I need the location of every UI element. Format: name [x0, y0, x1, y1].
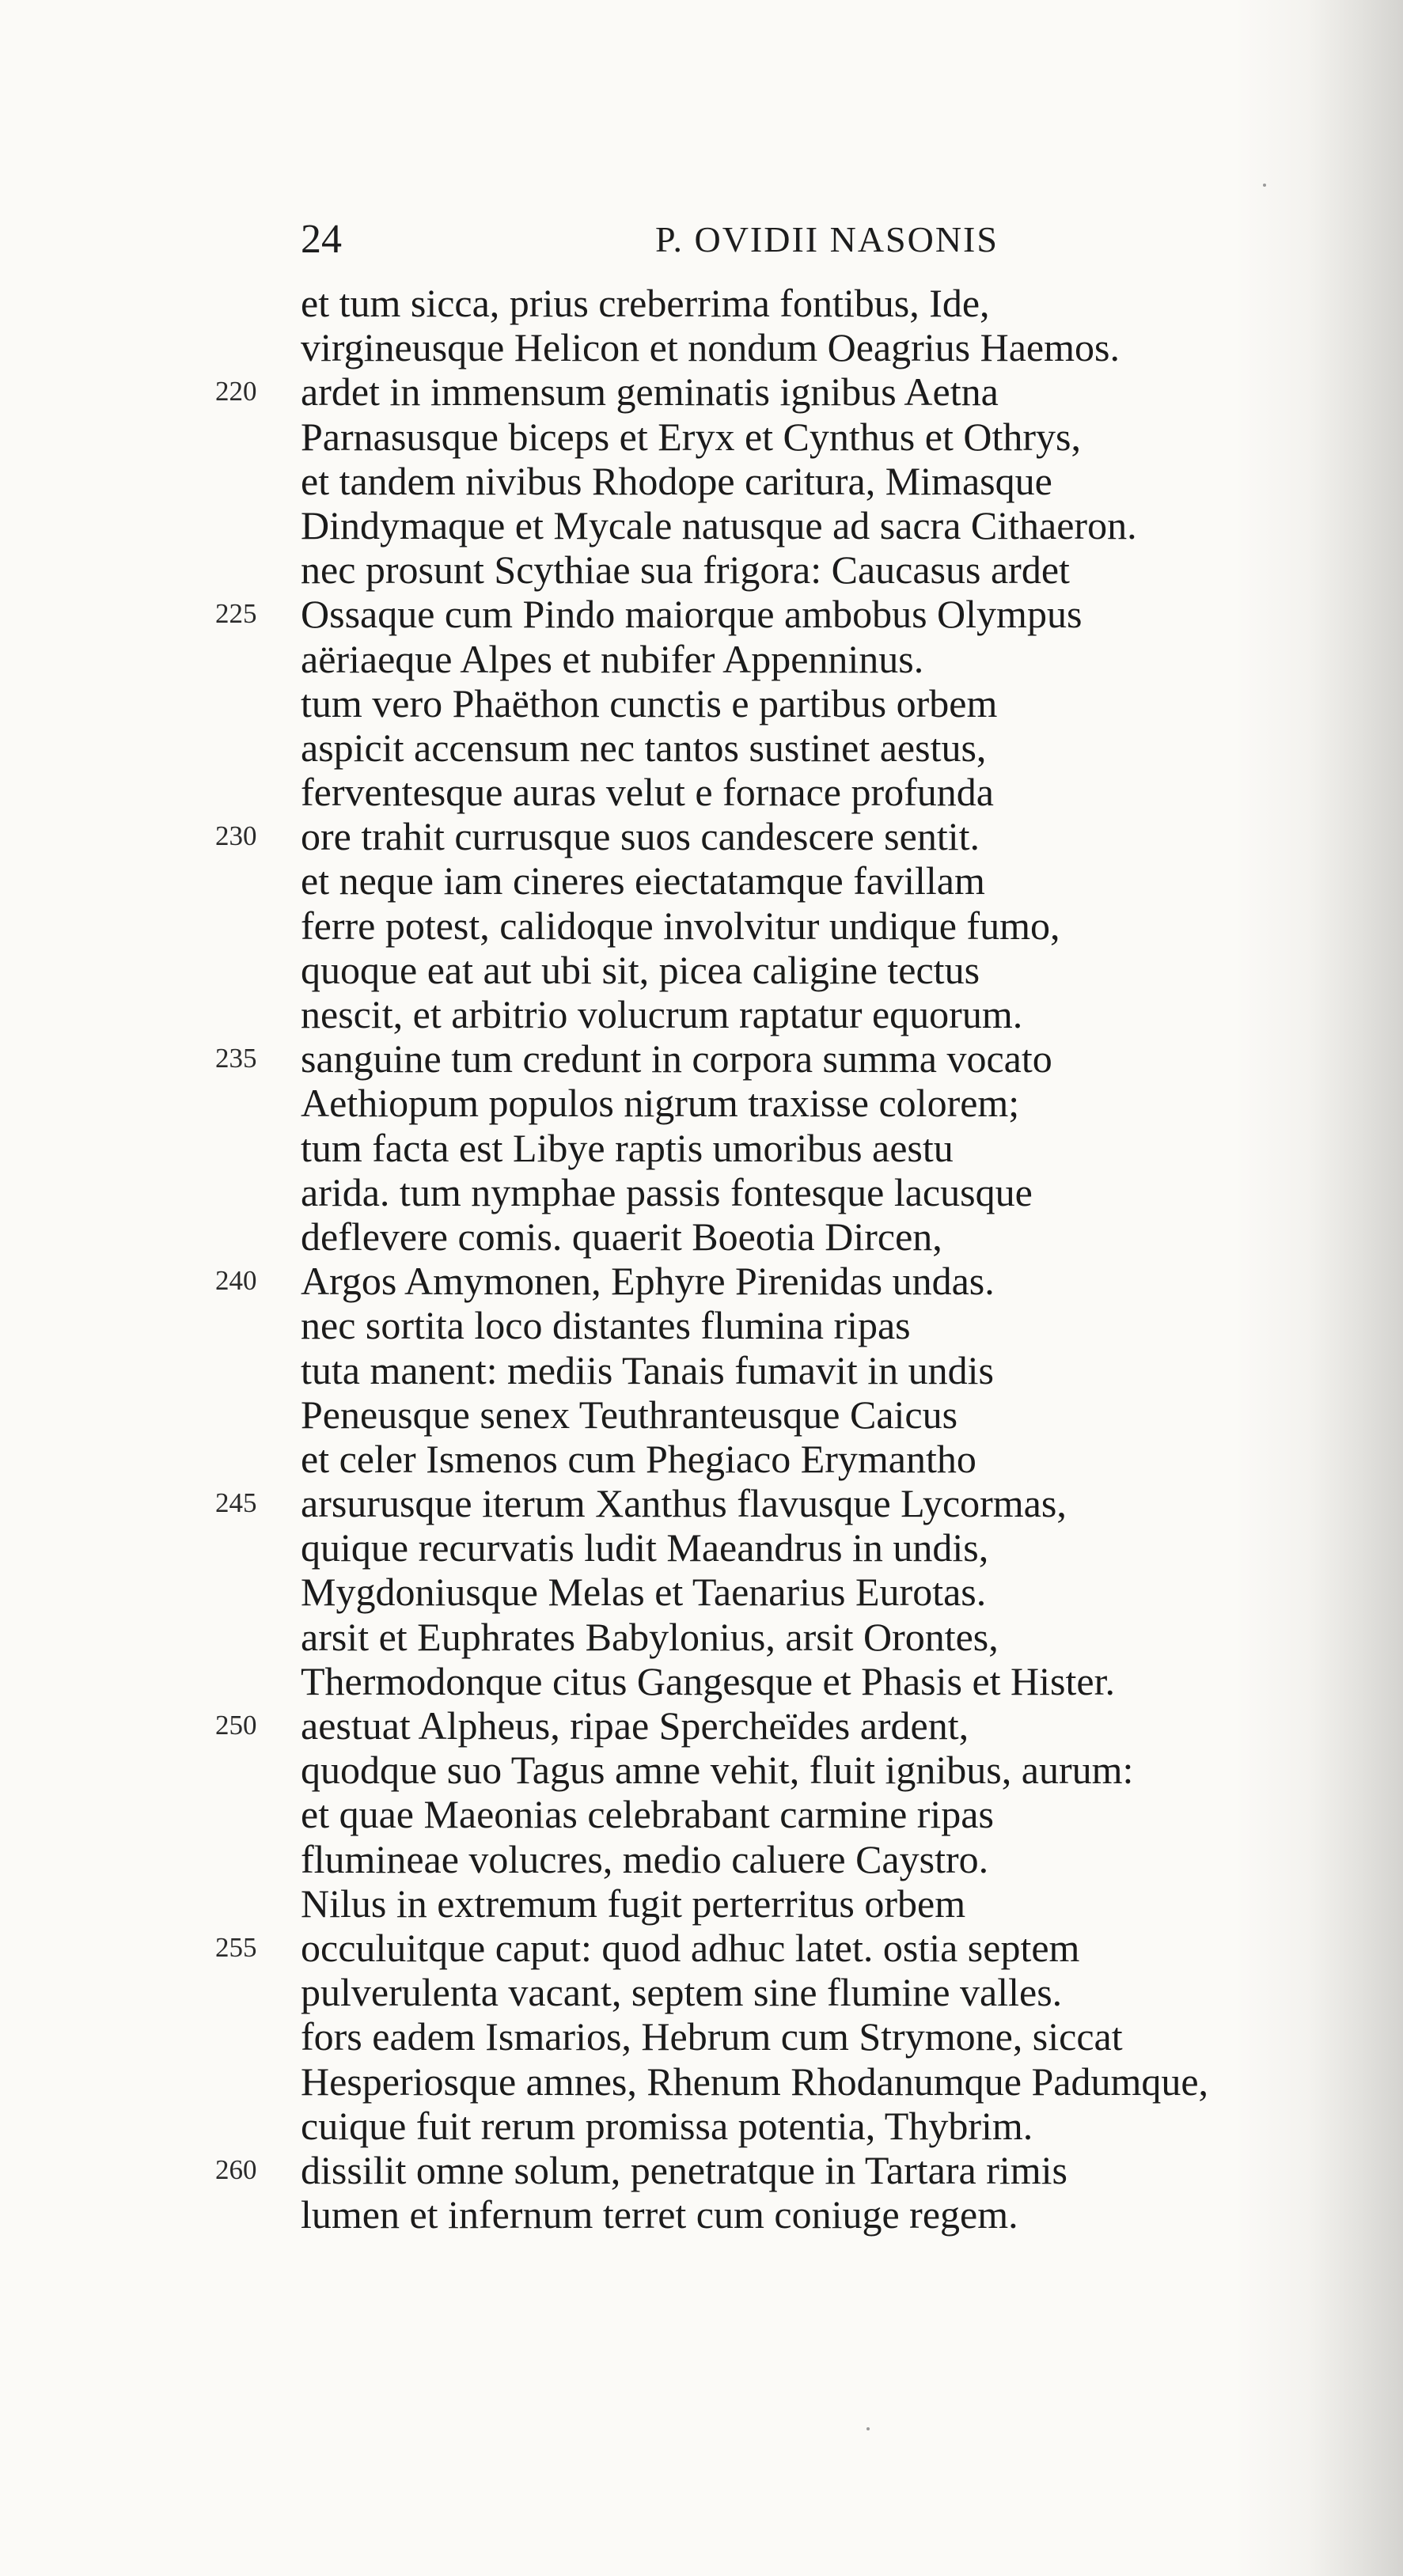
- line-text: arsurusque iterum Xanthus flavusque Lycormas,: [301, 1481, 1067, 1526]
- verse-line: [0, 547, 1403, 592]
- line-number: 220: [215, 376, 257, 407]
- line-text: fors eadem Ismarios, Hebrum cum Strymone, siccat: [301, 2014, 1123, 2059]
- verse-line: [0, 1837, 1403, 1881]
- line-text: et quae Maeonias celebrabant carmine ripas: [301, 1792, 994, 1837]
- line-text: et tandem nivibus Rhodope caritura, Mimasque: [301, 458, 1052, 503]
- line-text: dissilit omne solum, penetratque in Tartara rimis: [301, 2147, 1067, 2192]
- line-text: et celer Ismenos cum Phegiaco Erymantho: [301, 1436, 976, 1481]
- verse-line: [0, 1926, 1403, 1970]
- line-number: 260: [215, 2154, 257, 2185]
- verse-line: [0, 369, 1403, 414]
- line-number: 230: [215, 820, 257, 852]
- verse-line: [0, 1214, 1403, 1259]
- verse-line: [0, 503, 1403, 547]
- line-text: cuique fuit rerum promissa potentia, Thybrim.: [301, 2103, 1033, 2148]
- verse-line: [0, 1259, 1403, 1303]
- line-text: ferre potest, calidoque involvitur undique fumo,: [301, 903, 1060, 948]
- verse-line: [0, 1303, 1403, 1347]
- line-text: tum vero Phaëthon cunctis e partibus orbem: [301, 680, 998, 725]
- page-number: 24: [301, 217, 342, 262]
- verse-line: [0, 814, 1403, 858]
- verse-line: [0, 1036, 1403, 1081]
- line-text: Parnasusque biceps et Eryx et Cynthus et Othrys,: [301, 414, 1081, 459]
- line-text: sanguine tum credunt in corpora summa vocato: [301, 1036, 1052, 1082]
- verse-line: [0, 1615, 1403, 1659]
- line-number: 240: [215, 1265, 257, 1297]
- verse-line: [0, 2059, 1403, 2104]
- verse-line: [0, 948, 1403, 992]
- verse-line: [0, 1348, 1403, 1392]
- line-text: virgineusque Helicon et nondum Oeagrius Haemos.: [301, 325, 1120, 370]
- line-text: ore trahit currusque suos candescere sentit.: [301, 814, 980, 859]
- verse-line: [0, 1881, 1403, 1926]
- verse-line: [0, 1748, 1403, 1792]
- ink-speck: [866, 2427, 870, 2430]
- line-text: Mygdoniusque Melas et Taenarius Eurotas.: [301, 1570, 987, 1615]
- verse-line: [0, 1081, 1403, 1125]
- verse-line: [0, 2148, 1403, 2192]
- line-number: 250: [215, 1710, 257, 1741]
- line-number: 245: [215, 1487, 257, 1519]
- verse-line: [0, 281, 1403, 325]
- verse-line: [0, 415, 1403, 459]
- line-number: 225: [215, 598, 257, 630]
- line-text: Thermodonque citus Gangesque et Phasis et Hister.: [301, 1658, 1115, 1703]
- verse-line: [0, 725, 1403, 770]
- line-text: nec prosunt Scythiae sua frigora: Caucasus ardet: [301, 547, 1070, 593]
- line-text: quique recurvatis ludit Maeandrus in undis,: [301, 1525, 989, 1570]
- line-text: Argos Amymonen, Ephyre Pirenidas undas.: [301, 1259, 995, 1304]
- verse-line: [0, 1970, 1403, 2014]
- line-text: aëriaeque Alpes et nubifer Appenninus.: [301, 636, 924, 681]
- line-text: arsit et Euphrates Babylonius, arsit Orontes,: [301, 1614, 999, 1659]
- line-text: aestuat Alpheus, ripae Spercheïdes ardent,: [301, 1703, 969, 1748]
- verse-line: [0, 592, 1403, 636]
- verse-line: [0, 459, 1403, 503]
- line-text: Hesperiosque amnes, Rhenum Rhodanumque Padumque,: [301, 2059, 1209, 2104]
- line-text: lumen et infernum terret cum coniuge regem.: [301, 2192, 1018, 2237]
- verse-line: [0, 1437, 1403, 1481]
- page-header: [301, 212, 1403, 267]
- line-text: deflevere comis. quaerit Boeotia Dircen,: [301, 1214, 942, 1259]
- verse-line: [0, 1659, 1403, 1703]
- line-text: nescit, et arbitrio volucrum raptatur equorum.: [301, 992, 1023, 1036]
- verse-line: [0, 1170, 1403, 1214]
- line-text: aspicit accensum nec tantos sustinet aestus,: [301, 725, 987, 770]
- verse-line: [0, 858, 1403, 903]
- verse-line: [0, 2104, 1403, 2148]
- verse-line: [0, 325, 1403, 369]
- line-text: Dindymaque et Mycale natusque ad sacra Cithaeron.: [301, 502, 1137, 547]
- line-text: Ossaque cum Pindo maiorque ambobus Olympus: [301, 592, 1083, 637]
- verse-line: [0, 1703, 1403, 1748]
- verse-line: [0, 903, 1403, 948]
- line-text: arida. tum nymphae passis fontesque lacusque: [301, 1169, 1033, 1214]
- line-text: flumineae volucres, medio caluere Caystro.: [301, 1836, 989, 1881]
- line-text: ardet in immensum geminatis ignibus Aetna: [301, 369, 999, 415]
- verse-line: [0, 1481, 1403, 1525]
- line-text: quodque suo Tagus amne vehit, fluit ignibus, aurum:: [301, 1748, 1134, 1793]
- line-text: et neque iam cineres eiectatamque favillam: [301, 858, 985, 903]
- ink-speck: [1263, 184, 1266, 187]
- verse-line: [0, 992, 1403, 1036]
- line-text: Peneusque senex Teuthranteusque Caicus: [301, 1392, 958, 1437]
- running-head: P. OVIDII NASONIS: [655, 219, 999, 259]
- verse-line: [0, 2014, 1403, 2059]
- line-text: quoque eat aut ubi sit, picea caligine tectus: [301, 947, 980, 992]
- verse-line: [0, 1792, 1403, 1836]
- line-text: Nilus in extremum fugit perterritus orbem: [301, 1881, 966, 1926]
- line-text: Aethiopum populos nigrum traxisse colorem;: [301, 1081, 1020, 1126]
- line-number: 255: [215, 1931, 257, 1963]
- line-number: 235: [215, 1043, 257, 1074]
- verse-line: [0, 770, 1403, 814]
- line-text: et tum sicca, prius creberrima fontibus, Ide,: [301, 281, 990, 325]
- line-text: ferventesque auras velut e fornace profunda: [301, 770, 994, 815]
- verse-line: [0, 637, 1403, 681]
- verse-line: [0, 681, 1403, 725]
- verse-line: [0, 2192, 1403, 2237]
- verse-line: [0, 1392, 1403, 1437]
- line-text: pulverulenta vacant, septem sine flumine valles.: [301, 1970, 1063, 2015]
- verse-block: [0, 281, 1403, 2237]
- verse-line: [0, 1525, 1403, 1570]
- line-text: nec sortita loco distantes flumina ripas: [301, 1303, 911, 1348]
- line-text: tuta manent: mediis Tanais fumavit in undis: [301, 1347, 995, 1392]
- line-text: tum facta est Libye raptis umoribus aestu: [301, 1125, 954, 1170]
- line-text: occuluitque caput: quod adhuc latet. ostia septem: [301, 1925, 1080, 1970]
- verse-line: [0, 1570, 1403, 1614]
- verse-line: [0, 1126, 1403, 1170]
